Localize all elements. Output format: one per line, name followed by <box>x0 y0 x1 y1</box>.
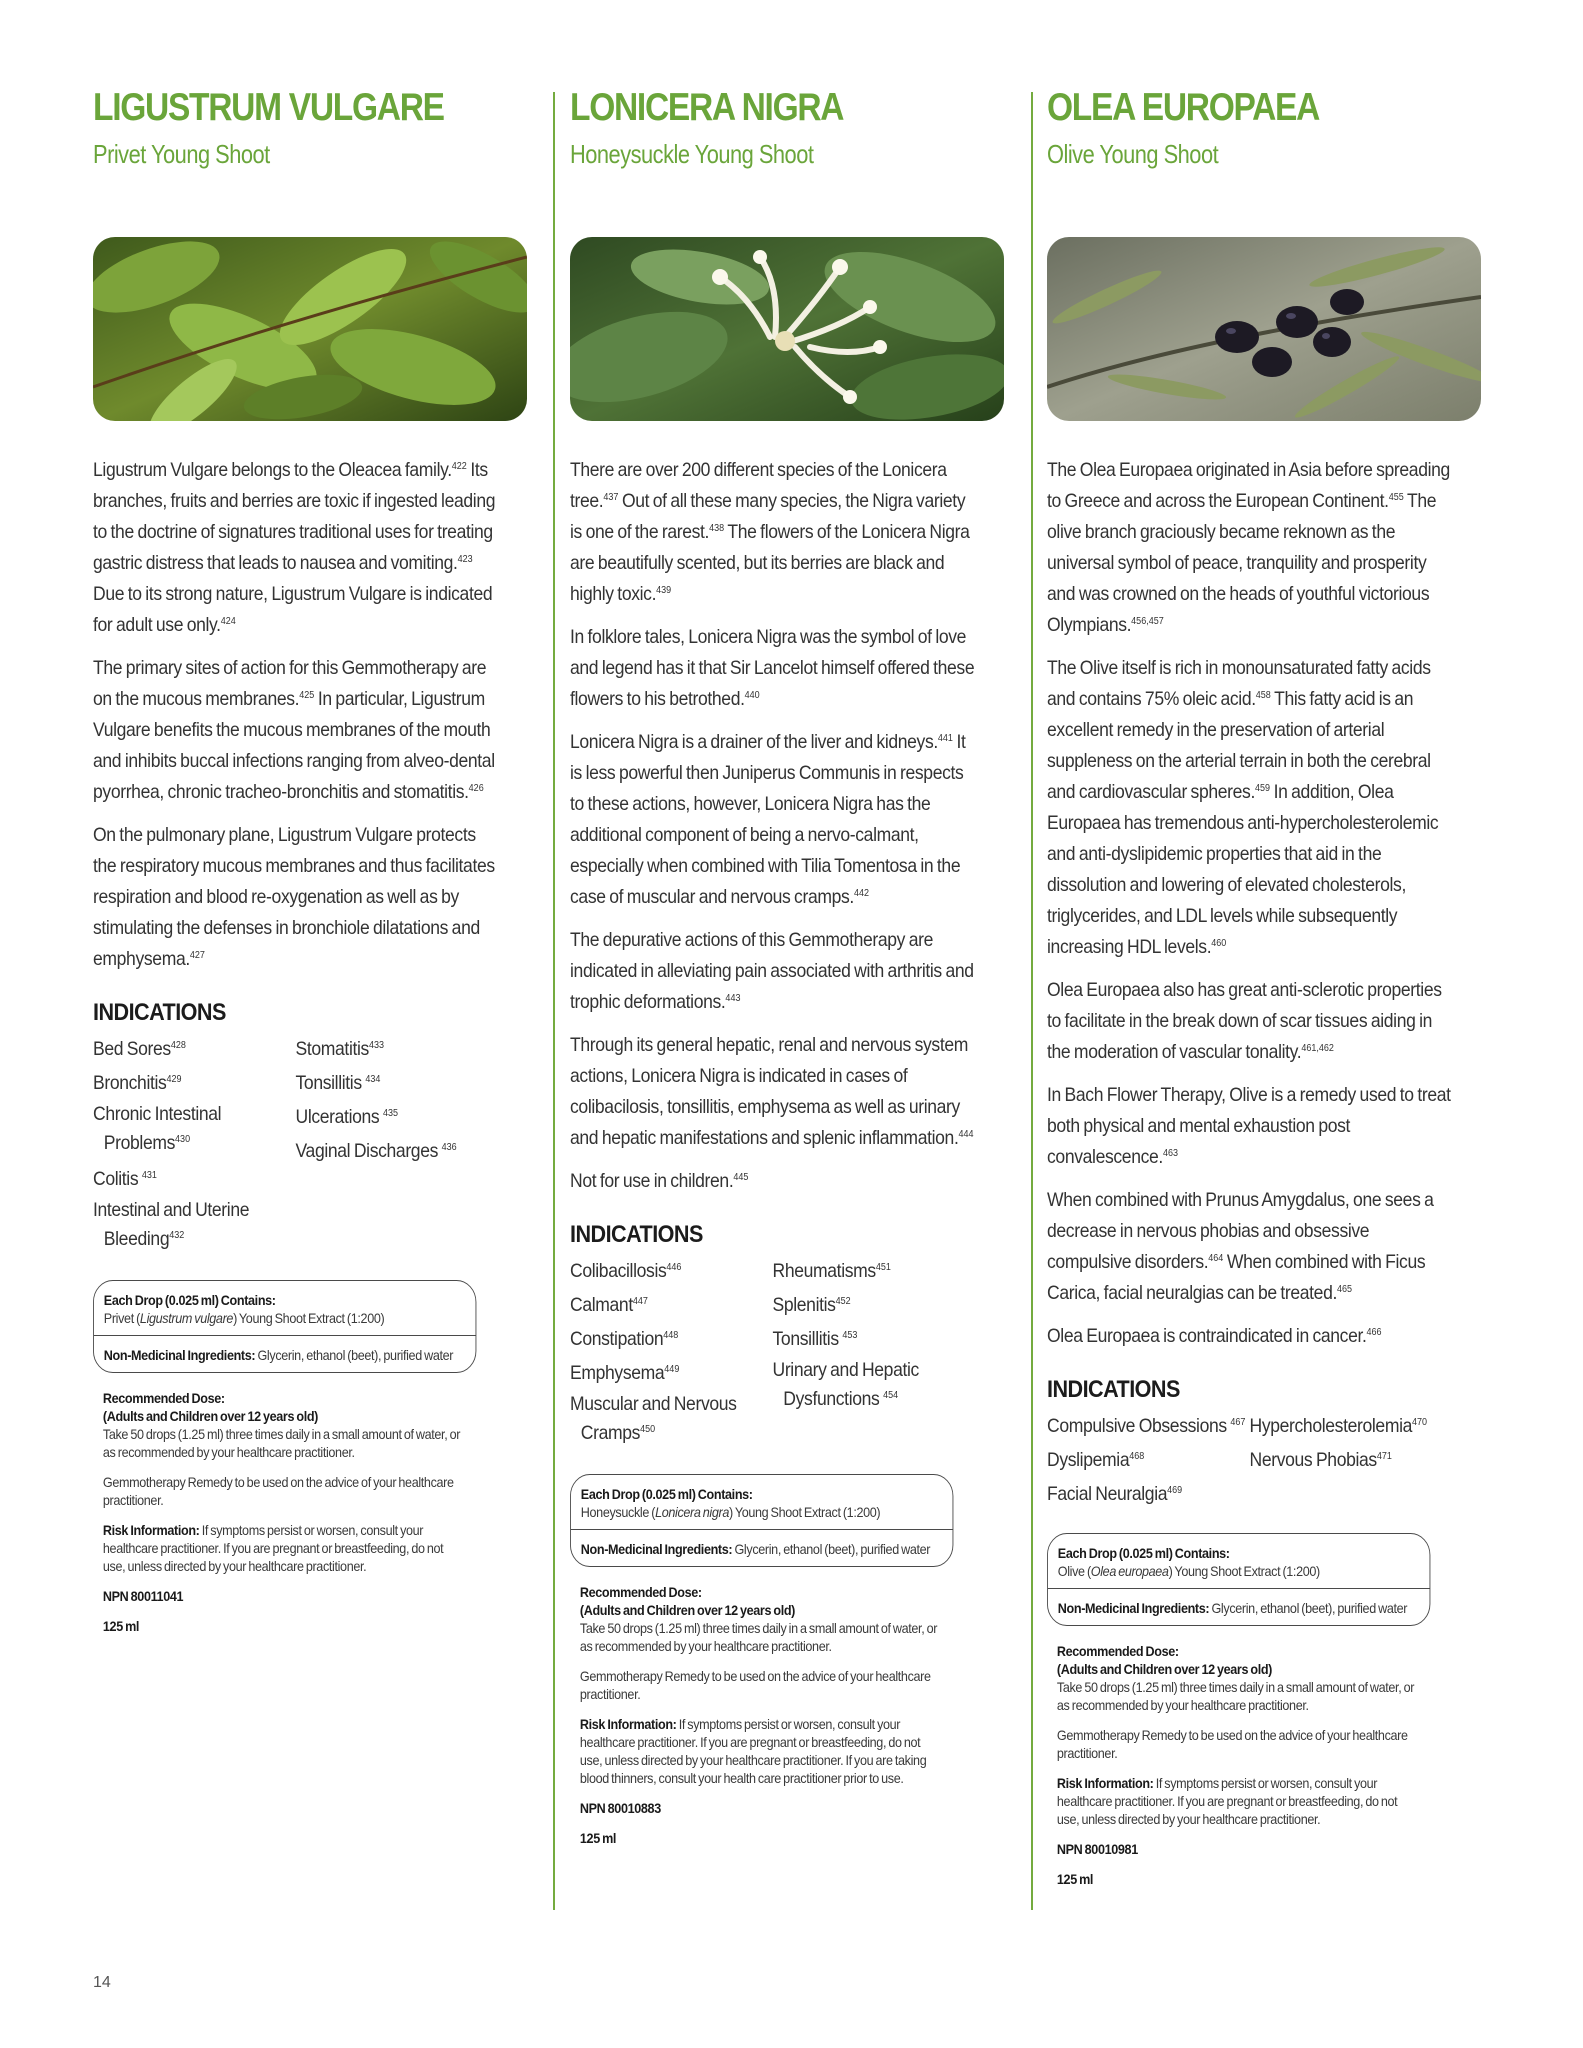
page-number: 14 <box>93 1974 111 1991</box>
reference-number: 469 <box>1167 1485 1183 1496</box>
reference-number: 446 <box>666 1262 682 1273</box>
reference-number: 465 <box>1336 1284 1353 1295</box>
remedy-title: LIGUSTRUM VULGARE <box>93 86 444 129</box>
paragraph-text: Due to its strong nature, Ligustrum Vulgare is indicated for adult use only. <box>93 583 493 636</box>
reference-number: 424 <box>220 616 236 627</box>
reference-number: 467 <box>1230 1417 1246 1428</box>
body-paragraph <box>570 1166 975 1197</box>
body-paragraph <box>570 1030 975 1154</box>
contains-label: Each Drop (0.025 ml) Contains: <box>1057 1545 1230 1561</box>
indication-item <box>570 1254 773 1288</box>
reference-number: 454 <box>883 1390 899 1401</box>
recommended-dose <box>580 1583 944 1655</box>
body-paragraph <box>570 455 975 610</box>
reference-number: 458 <box>1255 690 1271 701</box>
reference-number: 423 <box>457 554 473 565</box>
honeysuckle-flowers-photo <box>570 237 1004 421</box>
indication-label: Chronic Intestinal Problems <box>93 1103 222 1154</box>
indications-column <box>773 1254 976 1452</box>
indication-item <box>1047 1409 1250 1443</box>
reference-number: 453 <box>842 1330 858 1341</box>
reference-number: 450 <box>640 1424 656 1435</box>
reference-number: 438 <box>709 523 725 534</box>
indications-list <box>1047 1409 1452 1511</box>
indications-column <box>1250 1409 1453 1511</box>
reference-number: 459 <box>1254 783 1271 794</box>
contains-text: Olive ( <box>1057 1563 1091 1579</box>
indication-item <box>773 1356 976 1414</box>
remedy-subtitle: Honeysuckle Young Shoot <box>570 139 814 169</box>
paragraph-text: The depurative actions of this Gemmotherapy are indicated in alleviating pain associated with arthritis and trophic deformations. <box>570 929 974 1013</box>
body-paragraph <box>570 925 975 1018</box>
npn-number: NPN 80010981 <box>1056 1841 1138 1857</box>
dosage-info <box>93 1389 476 1635</box>
risk-text: If symptoms persist or worsen, consult your healthcare practitioner. If you are pregnant or breastfeeding, do not use, unless directed by your healthcare practitioner. <box>102 1522 444 1574</box>
indication-item <box>1047 1443 1250 1477</box>
reference-number: 466 <box>1366 1327 1382 1338</box>
indication-item <box>93 1162 296 1196</box>
dose-text: Take 50 drops (1.25 ml) three times daily in a small amount of water, or as recommended by your healthcare practitioner. <box>579 1620 938 1654</box>
volume: 125 ml <box>579 1830 617 1846</box>
reference-number: 445 <box>733 1172 749 1183</box>
reference-number: 470 <box>1412 1417 1428 1428</box>
body-paragraph <box>1047 1321 1452 1352</box>
volume: 125 ml <box>102 1618 140 1634</box>
indication-item <box>93 1196 296 1254</box>
body-paragraph <box>570 622 975 715</box>
contains-text: ) Young Shoot Extract (1:200) <box>728 1504 881 1520</box>
paragraph-text: On the pulmonary plane, Ligustrum Vulgare protects the respiratory mucous membranes and thus facilitates respiration and blood re-oxygenation as well as by stimulating the defenses in bronchiole dilatations and emphysema. <box>93 824 495 970</box>
contains-section <box>94 1281 476 1335</box>
dose-text: Take 50 drops (1.25 ml) three times daily in a small amount of water, or as recommended by your healthcare practitioner. <box>102 1426 461 1460</box>
paragraph-text: In Bach Flower Therapy, Olive is a remedy used to treat both physical and mental exhaustion post convalescence. <box>1047 1084 1451 1168</box>
reference-number: 422 <box>451 461 467 472</box>
indication-label: Colibacillosis <box>570 1260 667 1282</box>
reference-number: 468 <box>1129 1451 1145 1462</box>
contains-section <box>1048 1534 1430 1588</box>
paragraph-text: In particular, Ligustrum Vulgare benefits the mucous membranes of the mouth and inhibits buccal infections ranging from alveo-dental pyorrhea, chronic tracheo-bronchitis and stomatitis. <box>93 688 495 803</box>
risk-label: Risk Information: <box>579 1716 677 1732</box>
paragraph-text: This fatty acid is an excellent remedy in the preservation of arterial suppleness on the arterial terrain in both the cerebral and cardiovascular spheres. <box>1047 688 1431 803</box>
reference-number: 444 <box>958 1129 974 1140</box>
reference-number: 430 <box>175 1134 191 1145</box>
paragraph-text: There are over 200 different species of the Lonicera tree. <box>570 459 947 512</box>
indication-item <box>773 1322 976 1356</box>
dose-audience: (Adults and Children over 12 years old) <box>579 1602 796 1618</box>
body-paragraph <box>570 727 975 913</box>
reference-number: 461,462 <box>1301 1043 1334 1054</box>
indication-item <box>296 1100 499 1134</box>
advice-text: Gemmotherapy Remedy to be used on the advice of your healthcare practitioner. <box>1056 1727 1408 1761</box>
contains-label: Each Drop (0.025 ml) Contains: <box>580 1486 753 1502</box>
indication-label: Colitis <box>93 1168 142 1190</box>
reference-number: 460 <box>1211 938 1227 949</box>
contains-label: Each Drop (0.025 ml) Contains: <box>103 1292 276 1308</box>
dose-audience: (Adults and Children over 12 years old) <box>102 1408 319 1424</box>
indications-list <box>93 1032 498 1258</box>
recommended-dose <box>1057 1642 1421 1714</box>
indication-item <box>296 1032 499 1066</box>
non-medicinal-label: Non-Medicinal Ingredients: <box>1057 1600 1210 1616</box>
indication-label: Compulsive Obsessions <box>1047 1415 1231 1437</box>
body-paragraph <box>1047 1080 1452 1173</box>
reference-number: 452 <box>835 1296 851 1307</box>
non-medicinal-label: Non-Medicinal Ingredients: <box>580 1541 733 1557</box>
reference-number: 440 <box>744 690 760 701</box>
non-medicinal-label: Non-Medicinal Ingredients: <box>103 1347 256 1363</box>
paragraph-text: In folklore tales, Lonicera Nigra was the symbol of love and legend has it that Sir Lancelot himself offered these flowers to his betrothed. <box>570 626 975 710</box>
contains-text: ) Young Shoot Extract (1:200) <box>1168 1563 1320 1579</box>
indication-label: Muscular and Nervous Cramps <box>570 1393 737 1444</box>
reference-number: 463 <box>1162 1148 1178 1159</box>
reference-number: 434 <box>365 1074 381 1085</box>
paragraph-text: When combined with Ficus Carica, facial neuralgias can be treated. <box>1047 1251 1426 1304</box>
paragraph-text: Lonicera Nigra is a drainer of the liver and kidneys. <box>570 731 938 753</box>
paragraph-text: The primary sites of action for this Gemmotherapy are on the mucous membranes. <box>93 657 487 710</box>
indications-column <box>93 1032 296 1258</box>
indications-heading: INDICATIONS <box>1047 1376 1180 1403</box>
reference-number: 464 <box>1208 1253 1224 1264</box>
dose-label: Recommended Dose: <box>1056 1643 1179 1659</box>
indication-label: Vaginal Discharges <box>295 1140 442 1162</box>
advice-text: Gemmotherapy Remedy to be used on the advice of your healthcare practitioner. <box>102 1474 454 1508</box>
indication-item <box>1047 1477 1250 1511</box>
paragraph-text: Ligustrum Vulgare belongs to the Oleacea family. <box>93 459 452 481</box>
contains-text: ) Young Shoot Extract (1:200) <box>233 1310 385 1326</box>
ingredients-box <box>570 1474 953 1567</box>
reference-number: 425 <box>299 690 315 701</box>
non-medicinal-text: Glycerin, ethanol (beet), purified water <box>1209 1600 1408 1616</box>
reference-number: 443 <box>725 993 741 1004</box>
reference-number: 437 <box>603 492 619 503</box>
indication-item <box>570 1288 773 1322</box>
risk-label: Risk Information: <box>102 1522 200 1538</box>
indication-label: Ulcerations <box>295 1106 383 1128</box>
paragraph-text: In addition, Olea Europaea has tremendous anti-hypercholesterolemic and anti-dyslipidemic properties that aid in the dissolution and lowering of elevated cholesterols, triglycerides, and LDL levels while subsequently increasing HDL levels. <box>1047 781 1439 958</box>
dose-audience: (Adults and Children over 12 years old) <box>1056 1661 1273 1677</box>
paragraph-text: Not for use in children. <box>570 1170 734 1192</box>
contains-section <box>571 1475 953 1529</box>
reference-number: 435 <box>382 1108 398 1119</box>
remedy-body <box>570 455 975 1859</box>
indication-label: Tonsillitis <box>295 1072 366 1094</box>
indication-item <box>296 1134 499 1168</box>
body-paragraph <box>93 653 498 808</box>
non-medicinal-section <box>1048 1588 1430 1625</box>
indications-column <box>296 1032 499 1258</box>
risk-information <box>1057 1774 1421 1828</box>
reference-number: 436 <box>441 1142 457 1153</box>
paragraph-text: Out of all these many species, the Nigra variety is one of the rarest. <box>570 490 966 543</box>
paragraph-text: Olea Europaea is contraindicated in cancer. <box>1047 1325 1367 1347</box>
indication-item <box>570 1356 773 1390</box>
npn-number: NPN 80010883 <box>579 1800 661 1816</box>
remedy-body <box>1047 455 1452 1900</box>
paragraph-text: When combined with Prunus Amygdalus, one sees a decrease in nervous phobias and obsessive compulsive disorders. <box>1047 1189 1434 1273</box>
indication-label: Dyslipemia <box>1047 1449 1130 1471</box>
column-divider <box>1031 92 1033 1910</box>
paragraph-text: It is less powerful then Juniperus Communis in respects to these actions, however, Lonicera Nigra has the additional component of being a nervo-calmant, especially when combined with Tilia Tomentosa in the case of muscular and nervous cramps. <box>570 731 966 908</box>
indication-label: Nervous Phobias <box>1249 1449 1377 1471</box>
indication-label: Intestinal and Uterine Bleeding <box>93 1199 250 1250</box>
reference-number: 431 <box>141 1170 157 1181</box>
indication-label: Emphysema <box>570 1362 665 1384</box>
latin-name: Olea europaea <box>1090 1563 1169 1579</box>
remedy-subtitle: Olive Young Shoot <box>1047 139 1219 169</box>
paragraph-text: Through its general hepatic, renal and nervous system actions, Lonicera Nigra is indicated in cases of colibacilosis, tonsillitis, emphysema as well as urinary and hepatic manifestations and splenic inflammation. <box>570 1034 969 1149</box>
non-medicinal-text: Glycerin, ethanol (beet), purified water <box>732 1541 931 1557</box>
risk-text: If symptoms persist or worsen, consult your healthcare practitioner. If you are pregnant or breastfeeding, do not use, unless directed by your healthcare practitioner. <box>1056 1775 1398 1827</box>
indication-label: Rheumatisms <box>772 1260 876 1282</box>
indication-item <box>773 1288 976 1322</box>
body-paragraph <box>1047 455 1452 641</box>
indication-label: Stomatitis <box>295 1038 369 1060</box>
latin-name: Lonicera nigra <box>655 1504 729 1520</box>
npn-number: NPN 80011041 <box>102 1588 184 1604</box>
body-paragraph <box>93 455 498 641</box>
risk-text: If symptoms persist or worsen, consult your healthcare practitioner. If you are pregnant or breastfeeding, do not use, unless directed by your healthcare practitioner. If you are taking blood thinners, consult your health care practitioner prior to use. <box>579 1716 927 1786</box>
reference-number: 448 <box>663 1330 679 1341</box>
dose-text: Take 50 drops (1.25 ml) three times daily in a small amount of water, or as recommended by your healthcare practitioner. <box>1056 1679 1415 1713</box>
recommended-dose <box>103 1389 467 1461</box>
indication-item <box>1250 1409 1453 1443</box>
contains-text: Honeysuckle ( <box>580 1504 656 1520</box>
dosage-info <box>1047 1642 1430 1888</box>
contains-text: Privet ( <box>103 1310 140 1326</box>
reference-number: 429 <box>166 1074 182 1085</box>
non-medicinal-text: Glycerin, ethanol (beet), purified water <box>255 1347 454 1363</box>
indication-label: Bed Sores <box>93 1038 171 1060</box>
indication-item <box>296 1066 499 1100</box>
remedy-title: LONICERA NIGRA <box>570 86 844 129</box>
indication-label: Bronchitis <box>93 1072 167 1094</box>
risk-label: Risk Information: <box>1056 1775 1154 1791</box>
reference-number: 456,457 <box>1131 616 1164 627</box>
latin-name: Ligustrum vulgare <box>139 1310 234 1326</box>
indication-label: Constipation <box>570 1328 664 1350</box>
body-paragraph <box>1047 975 1452 1068</box>
reference-number: 442 <box>853 888 869 899</box>
body-paragraph <box>93 820 498 975</box>
column-divider <box>553 92 555 1910</box>
dosage-info <box>570 1583 953 1847</box>
ingredients-box <box>1047 1533 1430 1626</box>
paragraph-text: The flowers of the Lonicera Nigra are beautifully scented, but its berries are black and highly toxic. <box>570 521 970 605</box>
advice-text: Gemmotherapy Remedy to be used on the advice of your healthcare practitioner. <box>579 1668 931 1702</box>
reference-number: 455 <box>1388 492 1404 503</box>
indication-label: Splenitis <box>772 1294 836 1316</box>
indication-label: Facial Neuralgia <box>1047 1483 1168 1505</box>
remedy-subtitle: Privet Young Shoot <box>93 139 270 169</box>
reference-number: 428 <box>170 1040 186 1051</box>
indication-label: Urinary and Hepatic Dysfunctions <box>772 1359 919 1410</box>
paragraph-text: The Olive itself is rich in monounsaturated fatty acids and contains 75% oleic acid. <box>1047 657 1431 710</box>
indication-label: Tonsillitis <box>772 1328 843 1350</box>
reference-number: 439 <box>656 585 672 596</box>
indication-item <box>93 1100 296 1158</box>
indications-heading: INDICATIONS <box>93 999 226 1026</box>
paragraph-text: The Olea Europaea originated in Asia before spreading to Greece and across the European Continent. <box>1047 459 1450 512</box>
ingredients-box <box>93 1280 476 1373</box>
dose-label: Recommended Dose: <box>579 1584 702 1600</box>
indications-heading: INDICATIONS <box>570 1221 703 1248</box>
non-medicinal-section <box>571 1529 953 1566</box>
olives-branch-photo <box>1047 237 1481 421</box>
indication-item <box>773 1254 976 1288</box>
volume: 125 ml <box>1056 1871 1094 1887</box>
paragraph-text: The olive branch graciously became reknown as the universal symbol of peace, tranquility and prosperity and was crowned on the heads of youthful victorious Olympians. <box>1047 490 1437 636</box>
reference-number: 433 <box>368 1040 384 1051</box>
indications-column <box>1047 1409 1250 1511</box>
paragraph-text: Its branches, fruits and berries are toxic if ingested leading to the doctrine of signatures traditional uses for treating gastric distress that leads to nausea and vomiting. <box>93 459 496 574</box>
privet-leaves-photo <box>93 237 527 421</box>
reference-number: 451 <box>875 1262 891 1273</box>
risk-information <box>580 1715 944 1787</box>
indication-item <box>93 1066 296 1100</box>
indications-column <box>570 1254 773 1452</box>
remedy-title: OLEA EUROPAEA <box>1047 86 1320 129</box>
risk-information <box>103 1521 467 1575</box>
reference-number: 449 <box>664 1364 680 1375</box>
body-paragraph <box>1047 653 1452 963</box>
reference-number: 427 <box>189 950 205 961</box>
indication-item <box>570 1322 773 1356</box>
indications-list <box>570 1254 975 1452</box>
paragraph-text: Olea Europaea also has great anti-sclerotic properties to facilitate in the break down of scar tissues aiding in the moderation of vascular tonality. <box>1047 979 1442 1063</box>
reference-number: 441 <box>937 733 953 744</box>
non-medicinal-section <box>94 1335 476 1372</box>
dose-label: Recommended Dose: <box>102 1390 225 1406</box>
indication-label: Calmant <box>570 1294 633 1316</box>
reference-number: 426 <box>468 783 484 794</box>
indication-item <box>1250 1443 1453 1477</box>
indication-item <box>570 1390 773 1448</box>
indication-item <box>93 1032 296 1066</box>
reference-number: 447 <box>632 1296 648 1307</box>
reference-number: 432 <box>169 1230 185 1241</box>
body-paragraph <box>1047 1185 1452 1309</box>
indication-label: Hypercholesterolemia <box>1249 1415 1413 1437</box>
reference-number: 471 <box>1376 1451 1392 1462</box>
remedy-body <box>93 455 498 1647</box>
